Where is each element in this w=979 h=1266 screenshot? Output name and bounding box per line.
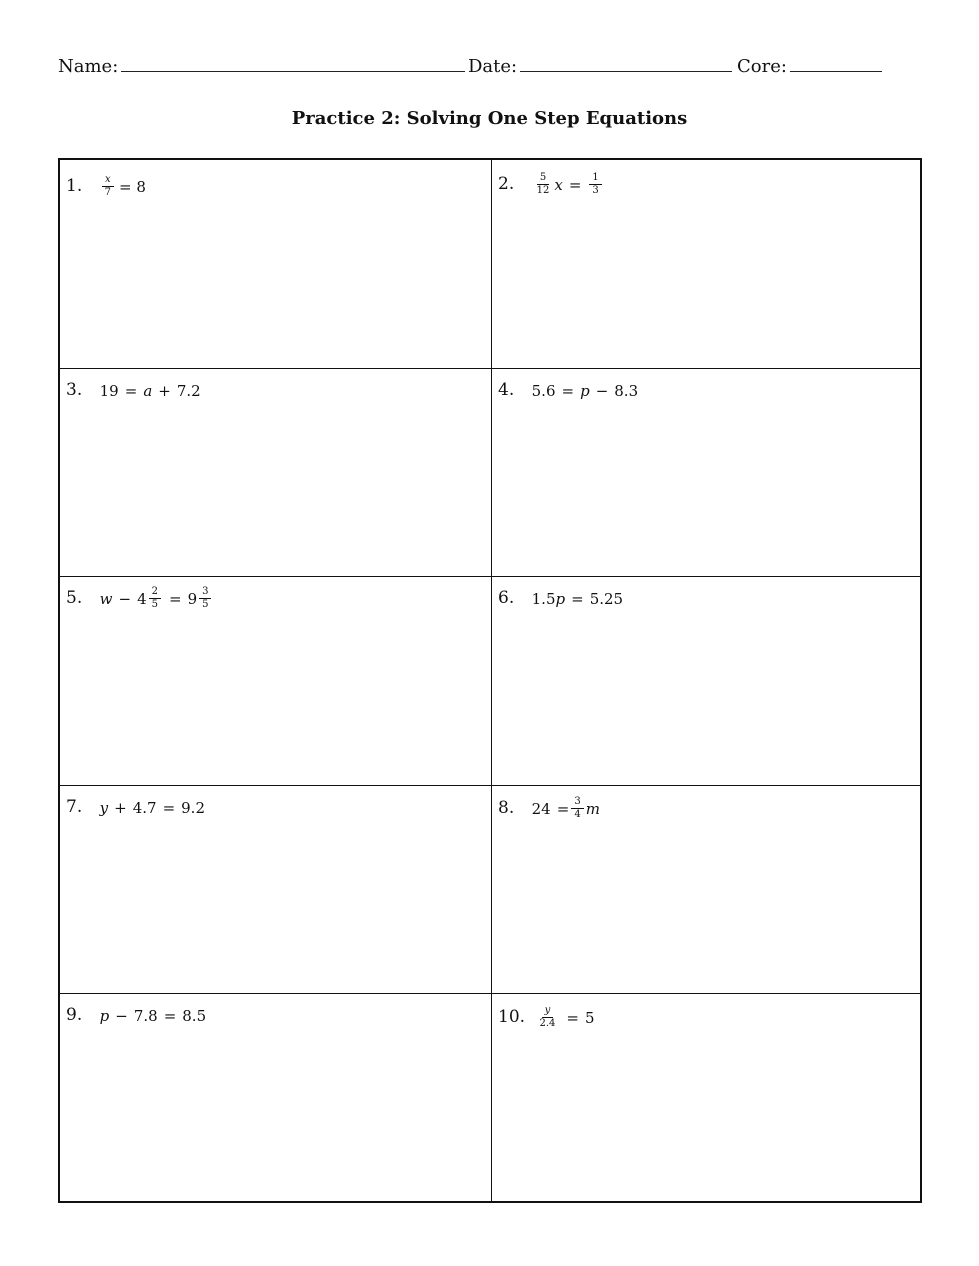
fraction: $\frac{3}{5}$ — [199, 586, 211, 611]
problem-4 — [498, 380, 638, 400]
problem-1 — [66, 174, 146, 199]
header — [58, 56, 938, 80]
fraction: $\frac{x}{7}$ — [102, 174, 114, 199]
equation: p − 7.8 = 8.5 — [99, 1006, 207, 1025]
equation: 19 = a + 7.2 — [99, 381, 201, 400]
fraction: $\frac{y}{2.4}$ — [539, 1005, 556, 1029]
date-field[interactable] — [468, 56, 732, 77]
equation: $\frac{y}{2.4}$ = 5 — [534, 1005, 594, 1030]
fraction: $\frac{1}{3}$ — [589, 172, 601, 197]
problem-number: 2. — [498, 174, 515, 194]
name-blank[interactable] — [121, 56, 465, 72]
problem-number: 6. — [498, 588, 515, 608]
equation: 5.6 = p − 8.3 — [531, 381, 639, 400]
problem-5 — [66, 586, 213, 611]
problem-2 — [498, 172, 604, 197]
name-label: Name: — [58, 56, 119, 77]
equation: w − 4 $\frac{2}{5}$ = 9 $\frac{3}{5}$ — [100, 586, 214, 611]
grid-divider-row-3 — [60, 785, 920, 786]
problem-10 — [498, 1005, 594, 1030]
problem-number: 10. — [498, 1007, 526, 1027]
problem-3 — [66, 380, 201, 400]
core-blank[interactable] — [790, 56, 882, 72]
equation: y + 4.7 = 9.2 — [99, 798, 205, 817]
name-field[interactable] — [58, 56, 465, 77]
page-title: Practice 2: Solving One Step Equations — [291, 108, 688, 129]
equation: 24 = $\frac{3}{4}$ m — [531, 796, 600, 820]
fraction: $\frac{3}{4}$ — [571, 796, 583, 821]
problem-8 — [498, 796, 600, 821]
problem-number: 9. — [66, 1005, 83, 1025]
problem-number: 8. — [498, 798, 515, 818]
grid-divider-row-1 — [60, 368, 920, 369]
grid-divider-vertical — [491, 160, 492, 1201]
problem-number: 3. — [66, 380, 83, 400]
grid-divider-row-4 — [60, 993, 920, 994]
problem-grid — [58, 158, 922, 1203]
equation: $\frac{x}{7}$ = 8 — [100, 174, 146, 199]
core-label: Core: — [737, 56, 787, 77]
problem-number: 1. — [66, 176, 83, 196]
equation: $\frac{5}{12}$ x = $\frac{1}{3}$ — [532, 172, 604, 197]
grid-divider-row-2 — [60, 576, 920, 577]
problem-7 — [66, 797, 205, 817]
problem-number: 7. — [66, 797, 83, 817]
problem-number: 5. — [66, 588, 83, 608]
core-field[interactable] — [737, 56, 882, 77]
fraction: $\frac{2}{5}$ — [149, 586, 161, 611]
problem-number: 4. — [498, 380, 515, 400]
equation: 1.5 p = 5.25 — [531, 589, 624, 608]
problem-6 — [498, 588, 623, 608]
date-label: Date: — [468, 56, 518, 77]
problem-9 — [66, 1005, 206, 1025]
fraction: $\frac{5}{12}$ — [536, 172, 550, 196]
date-blank[interactable] — [520, 56, 732, 72]
